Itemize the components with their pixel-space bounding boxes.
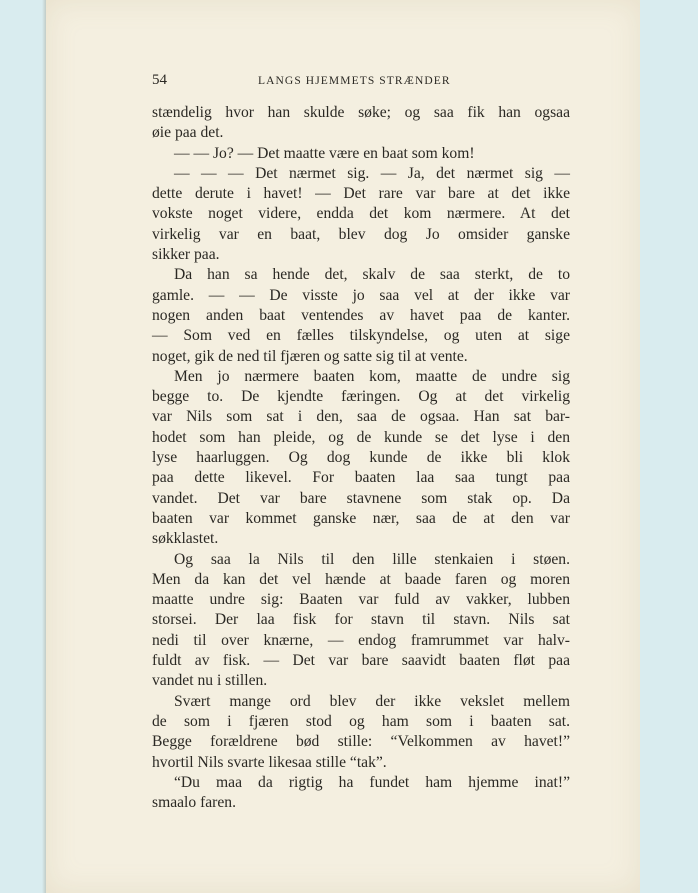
text-line: øie paa det. <box>152 124 224 142</box>
text-line: var Nils som sat i den, saa de ogsaa. Han sat bar- <box>152 408 570 426</box>
text-line: paa dette likevel. For baaten laa saa tungt paa <box>152 469 570 487</box>
body-text <box>152 103 570 813</box>
text-line: noget, gik de ned til fjæren og satte sig til at vente. <box>152 347 468 365</box>
text-line: stændelig hvor han skulde søke; og saa fik han ogsaa <box>152 104 570 121</box>
page-header <box>152 72 570 94</box>
text-line: sikker paa. <box>152 246 220 264</box>
text-line: — — — Det nærmet sig. — Ja, det nærmet sig — <box>174 164 570 182</box>
text-line: vandet nu i stillen. <box>152 672 268 690</box>
text-line: de som i fjæren stod og ham som i baaten sat. <box>152 712 570 730</box>
text-line: vokste noget videre, endda det kom nærmere. At det <box>152 205 570 223</box>
text-line: nedi til over knærne, — endog framrummet var halv- <box>152 631 570 649</box>
text-line: baaten var kommet ganske nær, saa de at den var <box>152 509 570 527</box>
text-line: begge to. De kjendte færingen. Og at det virkelig <box>152 388 570 406</box>
text-line: Svært mange ord blev der ikke vekslet mellem <box>174 692 570 710</box>
text-line: “Du maa da rigtig ha fundet ham hjemme inat!” <box>174 773 570 791</box>
text-line: søkklastet. <box>152 530 219 548</box>
text-line: Begge forældrene bød stille: “Velkommen av havet!” <box>152 733 570 751</box>
text-line: Da han sa hende det, skalv de saa sterkt, de to <box>174 266 570 284</box>
text-line: vandet. Det var bare stavnene som stak op. Da <box>152 489 570 507</box>
text-line: fuldt av fisk. — Det var bare saavidt baaten fløt paa <box>152 652 570 670</box>
text-line: Og saa la Nils til den lille stenkaien i støen. <box>174 550 570 568</box>
text-line: Men da kan det vel hænde at baade faren og moren <box>152 570 570 588</box>
text-line: nogen anden baat ventendes av havet paa de kanter. <box>152 306 570 324</box>
text-line: hodet som han pleide, og de kunde se det lyse i den <box>152 428 570 446</box>
text-line: virkelig var en baat, blev dog Jo omsider ganske <box>152 225 570 243</box>
text-line: maatte undre sig: Baaten var fuld av vakker, lubben <box>152 591 570 609</box>
text-line: — — Jo? — Det maatte være en baat som kom! <box>174 144 475 162</box>
text-line: — Som ved en fælles tilskyndelse, og uten at sige <box>152 327 570 345</box>
text-line: lyse haarluggen. Og dog kunde de ikke bli klok <box>152 449 570 467</box>
text-line: gamle. — — De visste jo saa vel at der ikke var <box>152 286 570 304</box>
running-head: LANGS HJEMMETS STRÆNDER <box>258 75 451 87</box>
page-number: 54 <box>152 72 167 88</box>
text-line: hvortil Nils svarte likesaa stille “tak”. <box>152 753 387 771</box>
text-line: storsei. Der laa fisk for stavn til stavn. Nils sat <box>152 611 570 629</box>
text-line: Men jo nærmere baaten kom, maatte de undre sig <box>174 367 570 385</box>
text-line: smaalo faren. <box>152 794 236 812</box>
text-line: dette derute i havet! — Det rare var bare at det ikke <box>152 185 570 203</box>
